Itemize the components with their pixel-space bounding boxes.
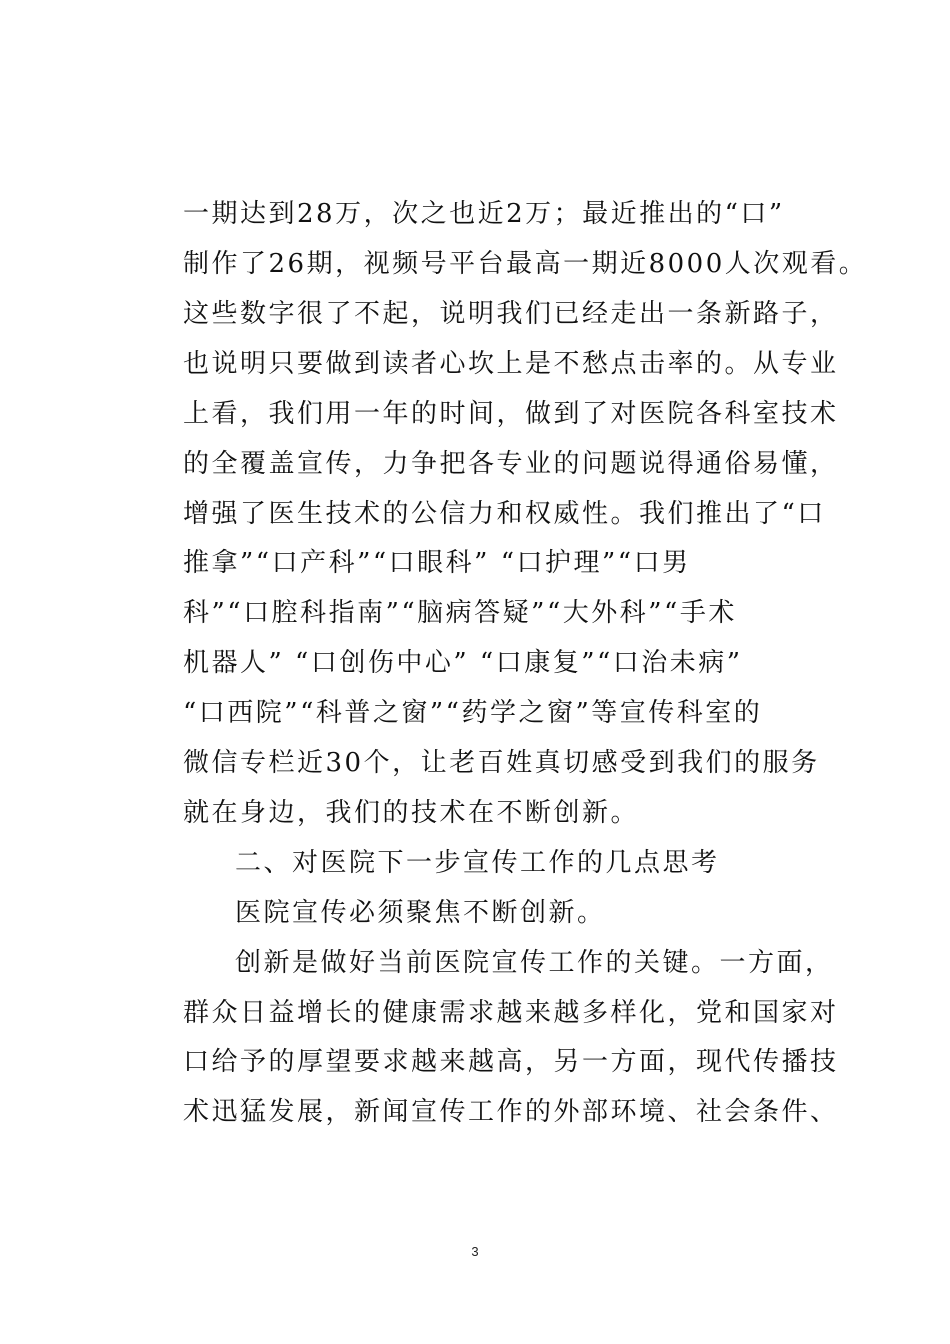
body-text-line: 就在身边，我们的技术在不断创新。 <box>183 798 640 828</box>
body-text-line: “口西院”“科普之窗”“药学之窗”等宣传科室的 <box>183 698 763 728</box>
body-text-line: 科”“口腔科指南”“脑病答疑”“大外科”“手术 <box>183 598 737 628</box>
body-text-line: 这些数字很了不起，说明我们已经走出一条新路子， <box>183 299 839 329</box>
body-text-line: 推拿”“口产科”“口眼科” “口护理”“口男 <box>183 548 691 578</box>
body-text-line: 制作了26期，视频号平台最高一期近8000人次观看。 <box>183 249 868 279</box>
body-text-line: 微信专栏近30个，让老百姓真切感受到我们的服务 <box>183 748 820 778</box>
page-number: 3 <box>471 1244 479 1259</box>
section-heading: 二、对医院下一步宣传工作的几点思考 <box>235 848 720 878</box>
subheading: 医院宣传必须聚焦不断创新。 <box>235 898 606 928</box>
body-text-line: 上看，我们用一年的时间，做到了对医院各科室技术 <box>183 399 839 429</box>
body-text-line: 术迅猛发展，新闻宣传工作的外部环境、社会条件、 <box>183 1097 839 1127</box>
body-text-line: 一期达到28万，次之也近2万；最近推出的“口” <box>183 199 785 229</box>
body-text-line: 口给予的厚望要求越来越高，另一方面，现代传播技 <box>183 1047 839 1077</box>
body-text-line: 的全覆盖宣传，力争把各专业的问题说得通俗易懂， <box>183 449 839 479</box>
body-text-line: 增强了医生技术的公信力和权威性。我们推出了“口 <box>183 499 826 529</box>
body-text-line: 也说明只要做到读者心坎上是不愁点击率的。从专业 <box>183 349 839 379</box>
body-text-line: 创新是做好当前医院宣传工作的关键。一方面， <box>235 948 834 978</box>
body-text-line: 群众日益增长的健康需求越来越多样化，党和国家对 <box>183 998 839 1028</box>
body-text-line: 机器人” “口创伤中心” “口康复”“口治未病” <box>183 648 743 678</box>
